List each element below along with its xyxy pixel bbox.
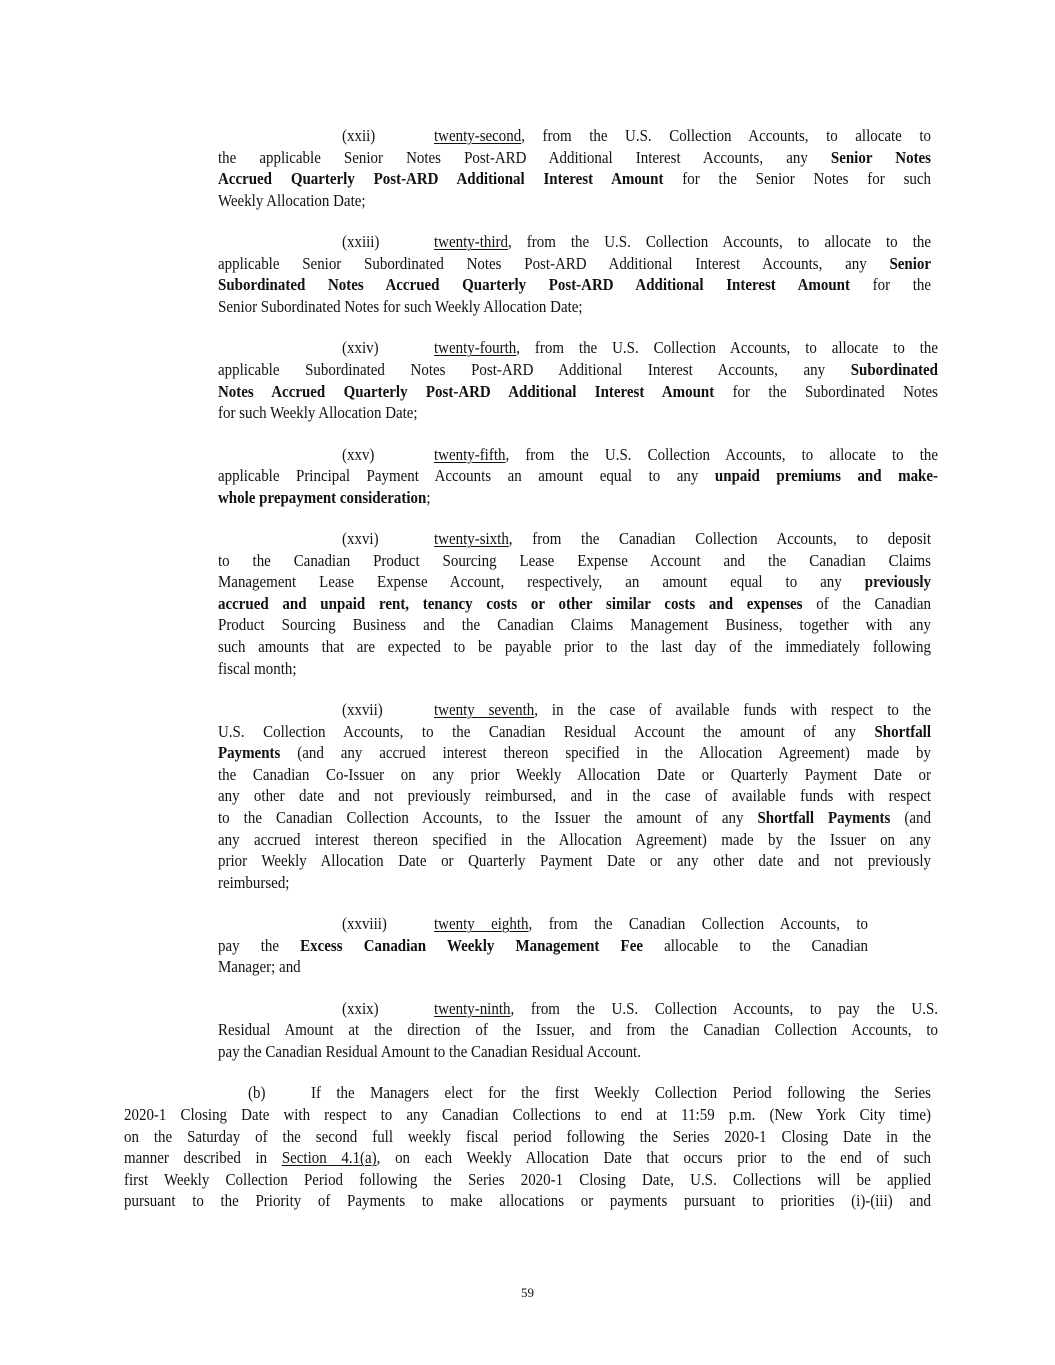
text-run: Product Sourcing Business and the Canadian Claims Management Business, together with any — [218, 615, 932, 635]
text-run: applicable Senior Subordinated Notes Post-ARD Additional Interest Accounts, any — [218, 253, 890, 273]
clause-xxiv — [0, 337, 1055, 423]
line-content — [218, 785, 931, 807]
line-content — [218, 721, 931, 743]
text-line — [0, 764, 1055, 786]
text-run: any other date and not previously reimbursed, and in the case of available funds with respect — [218, 786, 931, 806]
text-line — [0, 444, 1055, 466]
text-run: applicable Principal Payment Accounts an amount equal to any — [218, 466, 715, 486]
text-line — [0, 699, 1055, 721]
bold-term: Shortfall — [874, 721, 932, 741]
clause-b — [0, 1082, 1055, 1212]
clause-xxii — [0, 125, 1055, 211]
underlined-term: Section 4.1(a) — [281, 1148, 377, 1168]
text-line — [0, 956, 1055, 978]
underlined-term: twenty-third — [434, 232, 508, 252]
text-run: 2020-1 Closing Date with respect to any Canadian Collections to end at 11:59 p.m. (New York City time) — [124, 1104, 932, 1124]
line-content — [218, 1041, 641, 1063]
document-body — [0, 125, 1055, 1232]
text-run: Manager; and — [218, 957, 301, 977]
text-line — [0, 253, 1055, 275]
text-run: , from the Canadian Collection Accounts, to — [528, 914, 869, 934]
text-line — [0, 829, 1055, 851]
bold-term: accrued and unpaid rent, tenancy costs or other similar costs and expenses — [218, 593, 803, 613]
clause-xxvi — [0, 528, 1055, 679]
text-line — [0, 147, 1055, 169]
text-run: for such Weekly Allocation Date; — [218, 403, 418, 423]
line-content — [218, 614, 931, 636]
text-line — [0, 1190, 1055, 1212]
text-line — [0, 550, 1055, 572]
text-line — [0, 935, 1055, 957]
text-line — [0, 1019, 1055, 1041]
text-run: pursuant to the Priority of Payments to make allocations or payments pursuant to priorities (i)-(iii) and — [124, 1191, 932, 1211]
text-run: , from the Canadian Collection Accounts, to deposit — [508, 529, 932, 549]
text-line — [0, 807, 1055, 829]
text-run: , in the case of available funds with respect to the — [534, 700, 931, 720]
line-content — [124, 1147, 931, 1169]
line-content — [434, 913, 868, 935]
line-content — [218, 658, 297, 680]
line-content — [218, 296, 583, 318]
line-content — [218, 764, 931, 786]
clause-xxiii — [0, 231, 1055, 317]
text-run: prior Weekly Allocation Date or Quarterly Payment Date or any other date and not previously — [218, 851, 931, 871]
text-run: (and — [890, 808, 932, 828]
text-run: , from the U.S. Collection Accounts, to allocate to — [521, 126, 932, 145]
underlined-term: twenty-fifth — [434, 444, 506, 464]
underlined-term: twenty-fourth — [434, 338, 517, 358]
text-run: , from the U.S. Collection Accounts, to pay the U.S. — [510, 998, 939, 1018]
clause-number: (xxii) — [342, 126, 376, 145]
line-content — [434, 231, 931, 253]
text-line — [0, 1147, 1055, 1169]
clause-number: (xxiv) — [342, 338, 379, 358]
line-content — [218, 168, 931, 190]
bold-term: Accrued Quarterly Post-ARD Additional Interest Amount — [218, 169, 664, 189]
text-run: on the Saturday of the second full weekly fiscal period following the Series 2020-1 Closing Date in the — [124, 1126, 932, 1146]
line-content — [218, 742, 931, 764]
text-run: , from the U.S. Collection Accounts, to allocate to the — [505, 444, 939, 464]
line-content — [124, 1126, 931, 1148]
line-content — [218, 956, 301, 978]
bold-term: Excess Canadian Weekly Management Fee — [300, 935, 643, 955]
text-line — [0, 125, 1055, 147]
text-run: for the Senior Notes for such — [663, 169, 932, 189]
line-content — [434, 125, 931, 147]
text-line — [0, 231, 1055, 253]
bold-term: Senior Notes — [830, 147, 932, 167]
text-line — [0, 785, 1055, 807]
line-content — [218, 487, 431, 509]
bold-term: previously — [864, 572, 931, 592]
text-line — [0, 528, 1055, 550]
text-run: such amounts that are expected to be payable prior to the last day of the immediately following — [218, 637, 932, 657]
text-line — [0, 872, 1055, 894]
text-run: pay the — [218, 935, 301, 955]
line-content — [218, 190, 366, 212]
clause-number: (b) — [248, 1083, 266, 1103]
text-line — [0, 1126, 1055, 1148]
text-line — [0, 487, 1055, 509]
text-line — [0, 614, 1055, 636]
text-line — [0, 402, 1055, 424]
text-run: Management Lease Expense Account, respectively, an amount equal to any — [218, 572, 865, 592]
clause-number: (xxv) — [342, 444, 375, 464]
text-line — [0, 190, 1055, 212]
underlined-term: twenty seventh — [434, 700, 535, 720]
line-content — [434, 528, 931, 550]
text-run: the Canadian Co-Issuer on any prior Weekly Allocation Date or Quarterly Payment Date or — [218, 764, 931, 784]
line-content — [218, 850, 931, 872]
text-line — [0, 274, 1055, 296]
text-run: Senior Subordinated Notes for such Weekly Allocation Date; — [218, 296, 583, 316]
line-content — [434, 699, 931, 721]
text-line — [0, 1104, 1055, 1126]
text-line — [0, 1082, 1055, 1104]
text-line — [0, 571, 1055, 593]
text-run: to the Canadian Product Sourcing Lease Expense Account and the Canadian Claims — [218, 550, 931, 570]
text-line — [0, 913, 1055, 935]
text-line — [0, 1041, 1055, 1063]
text-line — [0, 465, 1055, 487]
text-run: applicable Subordinated Notes Post-ARD Additional Interest Accounts, any — [218, 359, 851, 379]
bold-term: Subordinated — [850, 359, 939, 379]
line-content — [218, 829, 931, 851]
text-run: , on each Weekly Allocation Date that occurs prior to the end of such — [376, 1148, 932, 1168]
text-run: reimbursed; — [218, 872, 290, 892]
text-line — [0, 168, 1055, 190]
text-run: manner described in — [124, 1148, 282, 1168]
bold-term: whole prepayment consideration — [218, 487, 427, 507]
text-line — [0, 998, 1055, 1020]
text-run: first Weekly Collection Period following the Series 2020-1 Closing Date, U.S. Collections will be applied — [124, 1169, 932, 1189]
line-content — [218, 465, 938, 487]
text-run: U.S. Collection Accounts, to the Canadian Residual Account the amount of any — [218, 721, 875, 741]
text-line — [0, 850, 1055, 872]
bold-term: unpaid premiums and make- — [714, 466, 939, 486]
line-content — [218, 274, 931, 296]
text-line — [0, 1169, 1055, 1191]
line-content — [434, 998, 938, 1020]
line-content — [434, 444, 938, 466]
line-content — [218, 571, 931, 593]
line-content — [218, 1019, 938, 1041]
underlined-term: twenty-sixth — [434, 529, 509, 549]
bold-term: Senior — [889, 253, 932, 273]
clause-xxvii — [0, 699, 1055, 893]
underlined-term: twenty eighth — [434, 914, 529, 934]
text-line — [0, 296, 1055, 318]
line-content — [218, 402, 418, 424]
text-run: , from the U.S. Collection Accounts, to allocate to the — [507, 232, 932, 252]
line-content — [218, 636, 931, 658]
line-content — [218, 359, 938, 381]
line-content — [218, 550, 931, 572]
clause-xxix — [0, 998, 1055, 1063]
text-run: Weekly Allocation Date; — [218, 190, 366, 210]
line-content — [124, 1104, 931, 1126]
text-run: of the Canadian — [802, 593, 931, 613]
clause-number: (xxviii) — [342, 914, 387, 934]
line-content — [218, 935, 868, 957]
line-content — [218, 147, 931, 169]
page-number: 59 — [521, 1285, 534, 1300]
line-content — [434, 337, 938, 359]
text-run: for the — [849, 275, 932, 295]
text-line — [0, 721, 1055, 743]
line-content — [218, 872, 289, 894]
line-content — [124, 1169, 931, 1191]
bold-term: Shortfall Payments — [757, 808, 891, 828]
text-run: (and any accrued interest thereon specified in the Allocation Agreement) made by — [280, 743, 932, 763]
line-content — [218, 381, 938, 403]
underlined-term: twenty-second — [434, 126, 522, 145]
text-run: fiscal month; — [218, 658, 297, 678]
text-line — [0, 636, 1055, 658]
clause-number: (xxix) — [342, 998, 379, 1018]
underlined-term: twenty-ninth — [434, 998, 511, 1018]
bold-term: Subordinated Notes Accrued Quarterly Post-ARD Additional Interest Amount — [218, 275, 850, 295]
text-run: any accrued interest thereon specified in the Allocation Agreement) made by the Issuer on any — [218, 829, 932, 849]
text-run: to the Canadian Collection Accounts, to the Issuer the amount of any — [218, 808, 758, 828]
text-run: ; — [426, 487, 431, 507]
clause-number: (xxvii) — [342, 700, 383, 720]
clause-number: (xxvi) — [342, 529, 379, 549]
clause-xxviii — [0, 913, 1055, 978]
text-line — [0, 381, 1055, 403]
text-run: for the Subordinated Notes — [714, 381, 939, 401]
text-line — [0, 593, 1055, 615]
text-run: the applicable Senior Notes Post-ARD Additional Interest Accounts, any — [218, 147, 831, 167]
line-content — [218, 807, 931, 829]
text-run: If the Managers elect for the first Weekly Collection Period following the Series — [311, 1083, 932, 1103]
line-content — [218, 593, 931, 615]
clause-number: (xxiii) — [342, 232, 380, 252]
text-run: pay the Canadian Residual Amount to the Canadian Residual Account. — [218, 1041, 641, 1061]
bold-term: Payments — [218, 743, 281, 763]
line-content — [218, 253, 931, 275]
line-content — [124, 1190, 931, 1212]
text-run: Residual Amount at the direction of the Issuer, and from the Canadian Collection Accounts, to — [218, 1020, 938, 1040]
text-line — [0, 742, 1055, 764]
text-line — [0, 658, 1055, 680]
text-line — [0, 359, 1055, 381]
text-line — [0, 337, 1055, 359]
text-run: , from the U.S. Collection Accounts, to allocate to the — [516, 338, 939, 358]
line-content — [311, 1082, 931, 1104]
text-run: allocable to the Canadian — [642, 935, 868, 955]
bold-term: Notes Accrued Quarterly Post-ARD Additional Interest Amount — [218, 381, 715, 401]
clause-xxv — [0, 444, 1055, 509]
